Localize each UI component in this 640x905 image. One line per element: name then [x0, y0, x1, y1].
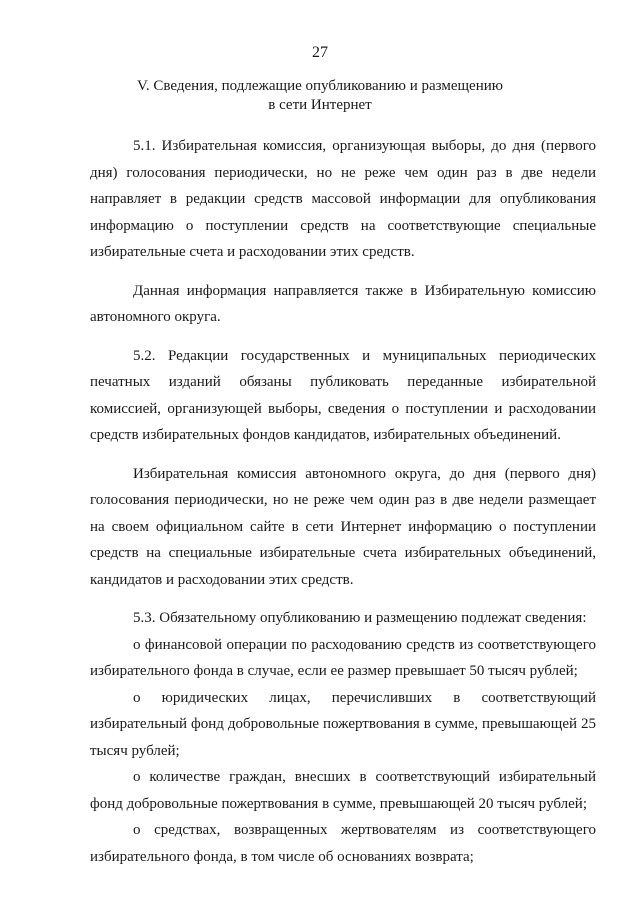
paragraph-5-1-note: Данная информация направляется также в Избирательную комиссию автономного округа. [90, 282, 596, 325]
list-item-citizens-count: о количестве граждан, внесших в соответствующий избирательный фонд добровольные пожертвования в сумме, превышающей 20 тысяч рублей; [90, 769, 596, 812]
paragraph-5-2: 5.2. Редакции государственных и муниципальных периодических печатных изданий обязаны публиковать переданные избирательной комиссией, организующей выборы, сведения о поступлении и расходовании средств избирательных фондов кандидатов, избирательных объединений. [90, 347, 596, 443]
document-body [90, 133, 596, 870]
section-heading-line-2: в сети Интернет [268, 97, 372, 113]
section-heading [90, 77, 550, 115]
list-item-returned-funds: о средствах, возвращенных жертвователям из соответствующего избирательного фонда, в том числе об основаниях возврата; [90, 822, 596, 865]
page-number: 27 [312, 44, 328, 61]
list-item-legal-entities: о юридических лицах, перечисливших в соответствующий избирательный фонд добровольные пожертвования в сумме, превышающей 25 тысяч рублей; [90, 689, 596, 759]
paragraph-5-2-commission: Избирательная комиссия автономного округа, до дня (первого дня) голосования периодически, но не реже чем один раз в две недели размещает на своем официальном сайте в сети Интернет информацию о поступлении средств на специальные избирательные счета избирательных объединений, кандидатов и расходовании этих средств. [90, 465, 596, 588]
paragraph-5-1: 5.1. Избирательная комиссия, организующая выборы, до дня (первого дня) голосования периодически, но не реже чем один раз в две недели направляет в редакции средств массовой информации для опубликования информацию о поступлении средств на соответствующие специальные избирательные счета и расходовании этих средств. [90, 138, 596, 260]
paragraph-5-3: 5.3. Обязательному опубликованию и размещению подлежат сведения: [133, 610, 587, 626]
list-item-financial-operation: о финансовой операции по расходованию средств из соответствующего избирательного фонда в случае, если ее размер превышает 50 тысяч рублей; [90, 636, 596, 679]
section-heading-line-1: V. Сведения, подлежащие опубликованию и размещению [137, 78, 503, 94]
